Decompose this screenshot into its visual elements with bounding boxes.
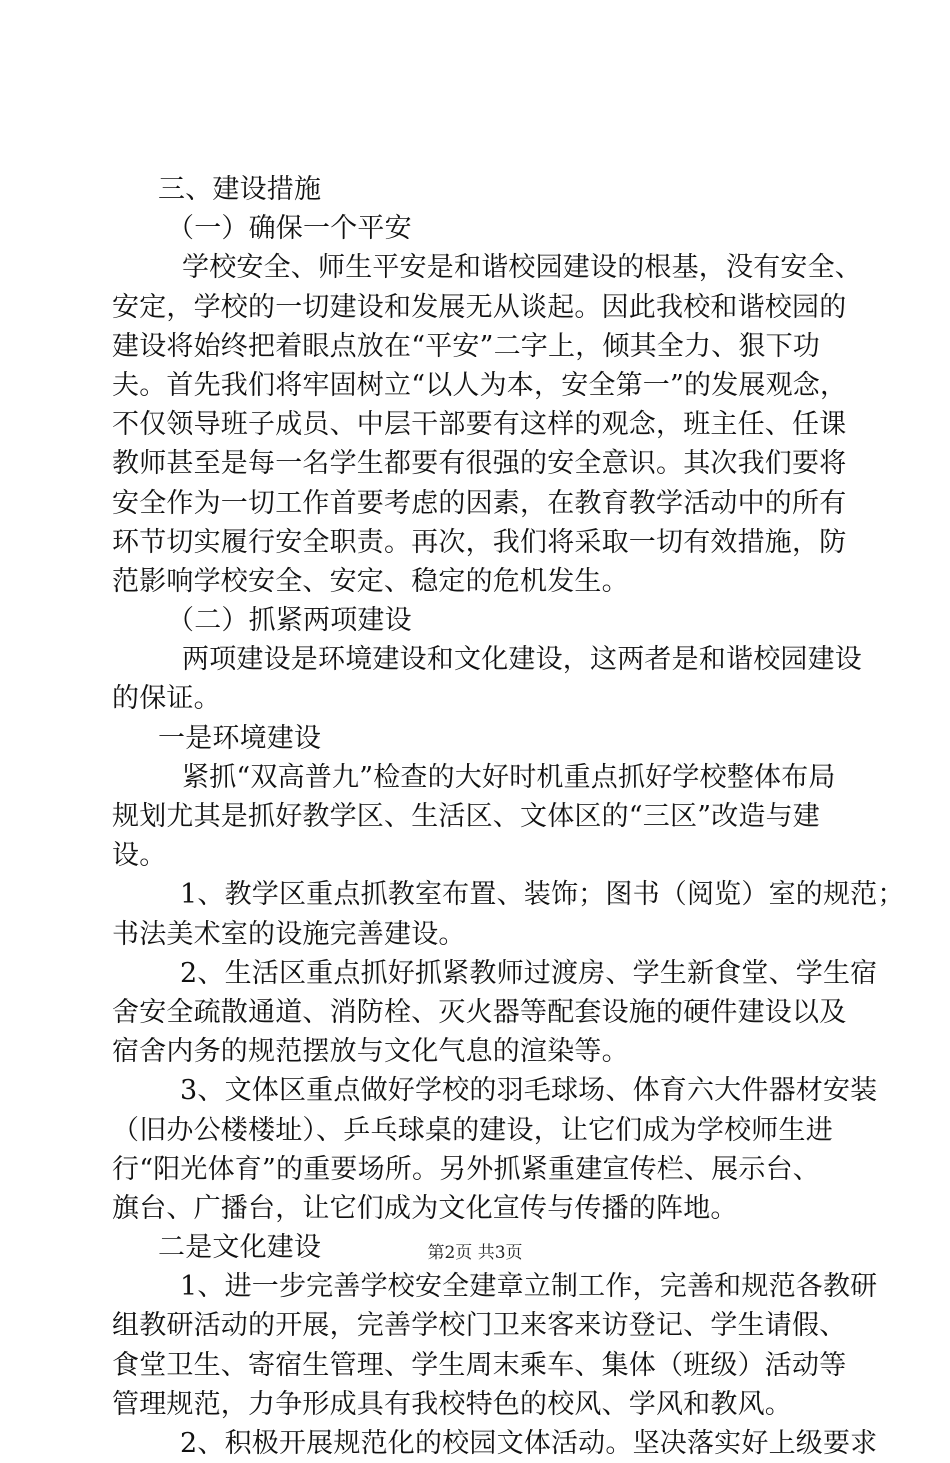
subsection-heading: （二）抓紧两项建设 — [167, 605, 412, 637]
paragraph-line: 不仅领导班子成员、中层干部要有这样的观念，班主任、任课 — [112, 409, 847, 441]
subsection-heading: （一）确保一个平安 — [167, 213, 412, 245]
list-item-line: 书法美术室的设施完善建设。 — [112, 918, 466, 950]
list-item-line: （旧办公楼楼址）、乒乓球桌的建设，让它们成为学校师生进 — [112, 1114, 833, 1146]
paragraph-line: 环节切实履行安全职责。再次，我们将采取一切有效措施，防 — [112, 526, 847, 558]
paragraph-line: 安全作为一切工作首要考虑的因素，在教育教学活动中的所有 — [112, 487, 847, 519]
paragraph-line: 的保证。 — [112, 683, 221, 715]
paragraph-line: 建设将始终把着眼点放在“平安”二字上，倾其全力、狠下功 — [112, 330, 821, 362]
subheading: 一是环境建设 — [158, 722, 322, 754]
paragraph-line: 学校安全、师生平安是和谐校园建设的根基，没有安全、 — [182, 252, 862, 284]
section-heading: 三、建设措施 — [158, 174, 322, 205]
list-item-line: 舍安全疏散通道、消防栓、灭火器等配套设施的硬件建设以及 — [112, 996, 847, 1028]
paragraph-line: 紧抓“双高普九”检查的大好时机重点抓好学校整体布局 — [182, 761, 836, 793]
list-item-line: 组教研活动的开展，完善学校门卫来客来访登记、学生请假、 — [112, 1310, 847, 1342]
paragraph-line: 安定，学校的一切建设和发展无从谈起。因此我校和谐校园的 — [112, 291, 847, 323]
subheading: 二是文化建设 — [158, 1232, 322, 1264]
list-item-line: 1、进一步完善学校安全建章立制工作，完善和规范各教研 — [180, 1271, 878, 1303]
list-item-line: 旗台、广播台，让它们成为文化宣传与传播的阵地。 — [112, 1192, 738, 1224]
list-item-line: 3、文体区重点做好学校的羽毛球场、体育六大件器材安装 — [180, 1075, 878, 1107]
list-item-line: 1、教学区重点抓教室布置、装饰；图书（阅览）室的规范； — [180, 879, 905, 911]
list-item-line: 行“阳光体育”的重要场所。另外抓紧重建宣传栏、展示台、 — [112, 1153, 821, 1185]
document-body — [112, 170, 905, 1463]
list-item-line: 食堂卫生、寄宿生管理、学生周末乘车、集体（班级）活动等 — [112, 1349, 847, 1381]
list-item-line: 宿舍内务的规范摆放与文化气息的渲染等。 — [112, 1036, 629, 1068]
list-item-line: 2、生活区重点抓好抓紧教师过渡房、学生新食堂、学生宿 — [180, 957, 878, 989]
paragraph-line: 教师甚至是每一名学生都要有很强的安全意识。其次我们要将 — [112, 448, 847, 480]
paragraph-line: 两项建设是环境建设和文化建设，这两者是和谐校园建设 — [182, 644, 862, 676]
paragraph-line: 规划尤其是抓好教学区、生活区、文体区的“三区”改造与建 — [112, 801, 821, 832]
list-item-line: 管理规范，力争形成具有我校特色的校风、学风和教风。 — [112, 1388, 792, 1420]
list-item-line: 2、积极开展规范化的校园文体活动。坚决落实好上级要求 — [180, 1428, 878, 1459]
paragraph-line: 夫。首先我们将牢固树立“以人为本，安全第一”的发展观念， — [112, 369, 848, 401]
page-footer: 第2页 共3页 — [427, 1243, 523, 1263]
paragraph-line: 范影响学校安全、安定、稳定的危机发生。 — [112, 565, 629, 597]
paragraph-line: 设。 — [112, 840, 167, 872]
